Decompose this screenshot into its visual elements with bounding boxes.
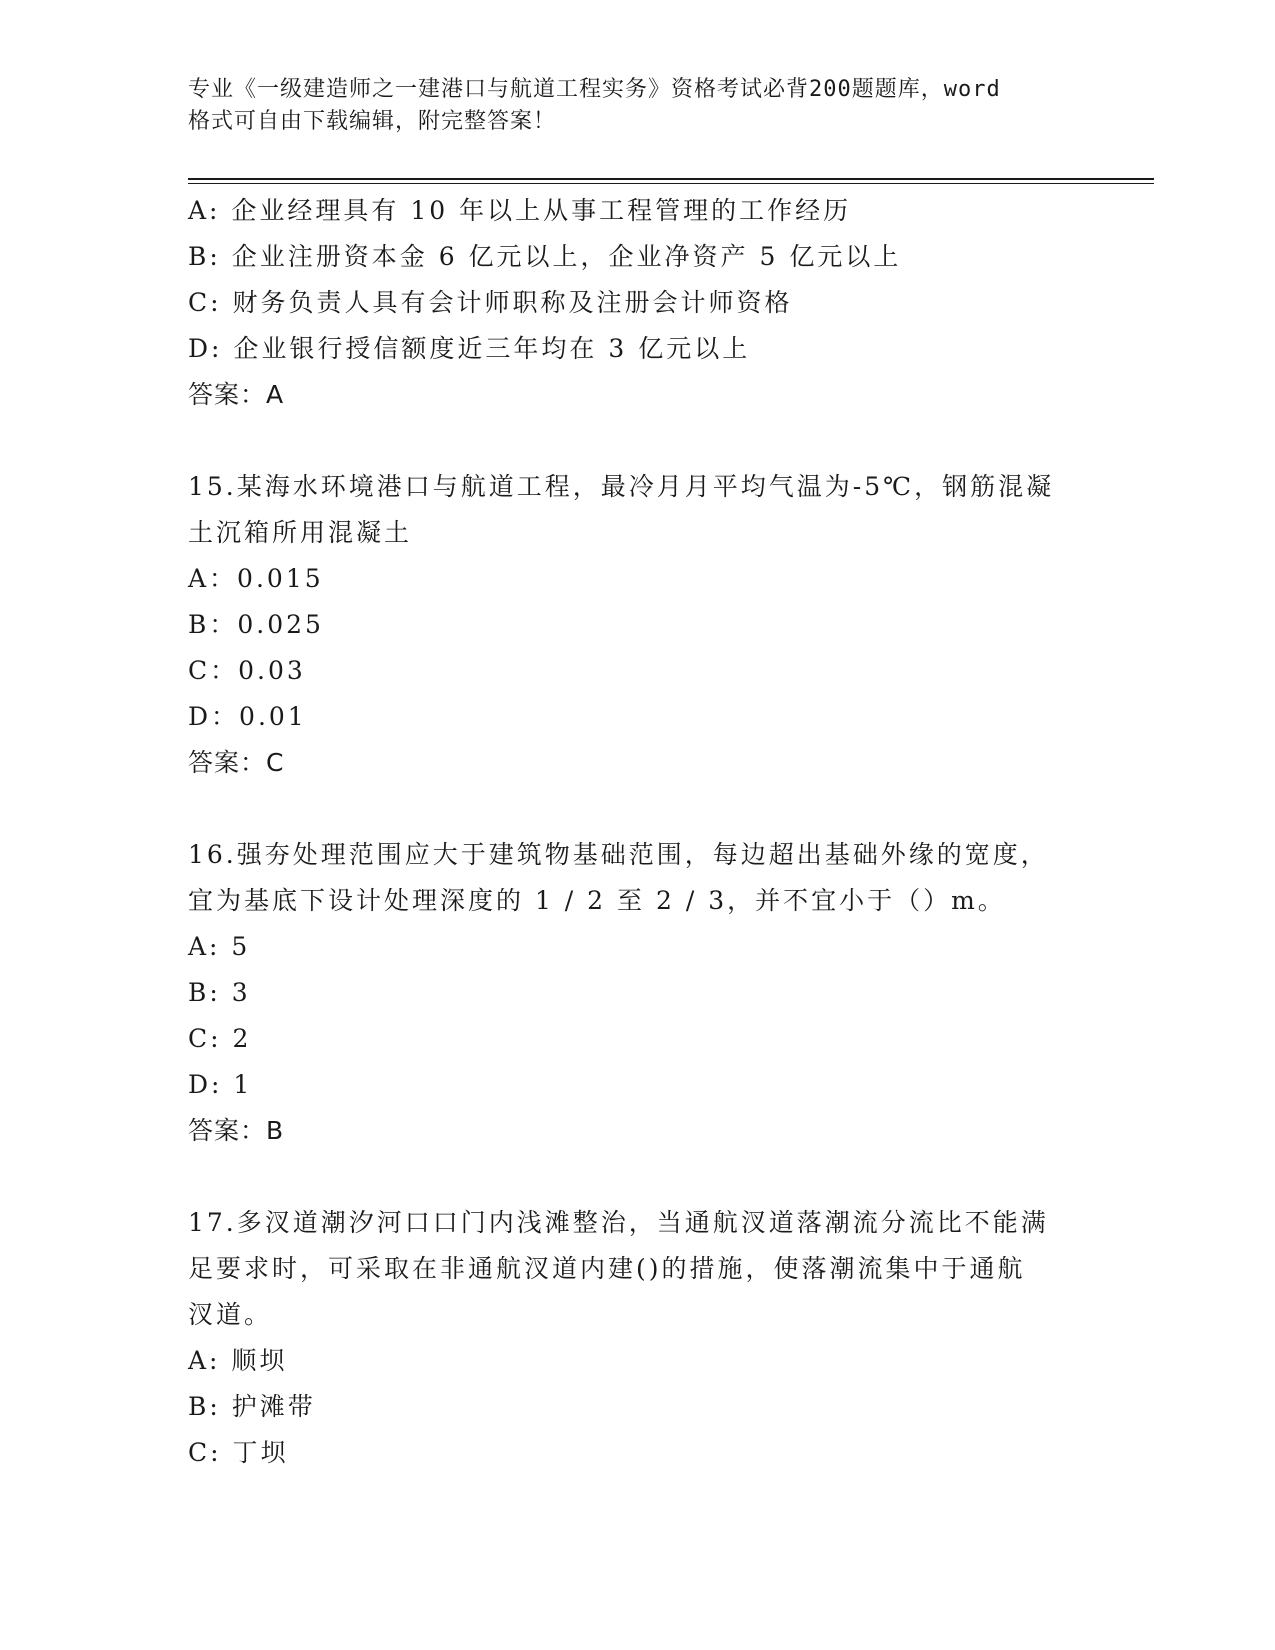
option-d: D：0.01 — [188, 702, 307, 731]
question-17 — [188, 1200, 1088, 1476]
option-d: D: 1 — [188, 1070, 253, 1099]
option-a: A: 企业经理具有 10 年以上从事工程管理的工作经历 — [188, 196, 852, 225]
question-15 — [188, 464, 1088, 786]
option-d: D: 企业银行授信额度近三年均在 3 亿元以上 — [188, 334, 751, 363]
question-stem: 土沉箱所用混凝土 — [188, 518, 413, 547]
answer: 答案：A — [188, 380, 285, 409]
option-a: A: 5 — [188, 932, 251, 961]
question-stem: 17.多汊道潮汐河口口门内浅滩整治，当通航汊道落潮流分流比不能满 — [188, 1208, 1049, 1237]
option-b: B：0.025 — [188, 610, 324, 639]
question-stem: 15.某海水环境港口与航道工程，最冷月月平均气温为-5℃，钢筋混凝 — [188, 472, 1055, 501]
option-c: C: 2 — [188, 1024, 252, 1053]
option-c: C: 丁坝 — [188, 1438, 289, 1467]
option-b: B: 护滩带 — [188, 1392, 316, 1421]
question-stem: 足要求时，可采取在非通航汊道内建()的措施，使落潮流集中于通航 — [188, 1254, 1026, 1283]
option-c: C：0.03 — [188, 656, 306, 685]
header-divider — [188, 178, 1154, 184]
question-stem: 汊道。 — [188, 1300, 273, 1329]
answer: 答案：B — [188, 1116, 285, 1145]
question-14 — [188, 188, 1088, 418]
question-list — [188, 188, 1088, 1476]
spacer — [188, 786, 1088, 832]
question-stem: 16.强夯处理范围应大于建筑物基础范围，每边超出基础外缘的宽度， — [188, 840, 1049, 869]
option-a: A: 顺坝 — [188, 1346, 288, 1375]
question-16 — [188, 832, 1088, 1154]
option-b: B: 企业注册资本金 6 亿元以上，企业净资产 5 亿元以上 — [188, 242, 902, 271]
spacer — [188, 418, 1088, 464]
option-a: A：0.015 — [188, 564, 324, 593]
header-line-1: 专业《一级建造师之一建港口与航道工程实务》资格考试必背200题题库，word — [188, 77, 1001, 102]
answer: 答案：C — [188, 748, 285, 777]
option-b: B: 3 — [188, 978, 251, 1007]
option-c: C: 财务负责人具有会计师职称及注册会计师资格 — [188, 288, 793, 317]
header-line-2: 格式可自由下载编辑，附完整答案！ — [188, 109, 557, 134]
spacer — [188, 1154, 1088, 1200]
document-header — [188, 74, 1068, 138]
question-stem: 宜为基底下设计处理深度的 1 / 2 至 2 / 3，并不宜小于（）m。 — [188, 886, 1006, 915]
